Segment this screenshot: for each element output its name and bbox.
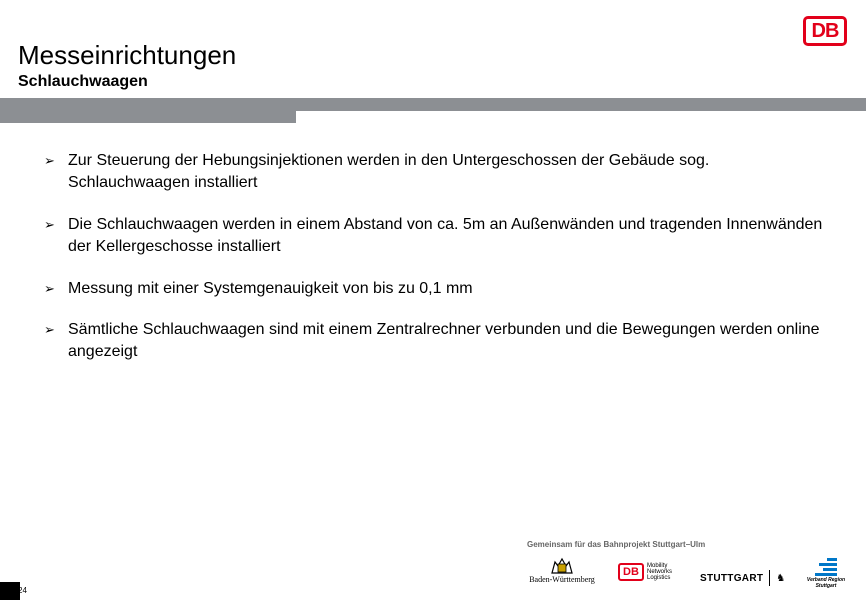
header-bar-right	[296, 98, 866, 111]
baden-wuerttemberg-logo	[526, 556, 598, 584]
vrs-label	[807, 577, 845, 589]
bullet-text: Die Schlauchwaagen werden in einem Abstand von ca. 5m an Außenwänden und tragenden Innenwänden der Kellergeschosse installiert	[68, 216, 823, 255]
db-line-2: Networks	[647, 569, 673, 575]
bullet-item	[44, 150, 834, 194]
vrs-emblem-icon	[813, 557, 839, 577]
slide-title: Messeinrichtungen	[18, 40, 237, 70]
bullet-text: Messung mit einer Systemgenauigkeit von bis zu 0,1 mm	[68, 280, 473, 297]
footer-caption: Gemeinsam für das Bahnprojekt Stuttgart–Ulm	[527, 540, 706, 549]
mini-db-logo	[618, 563, 644, 581]
page-number-box	[0, 582, 20, 600]
bullet-text: Sämtliche Schlauchwaagen sind mit einem Zentralrechner verbunden und die Bewegungen werden online angezeigt	[68, 321, 820, 360]
vrs-line-1: Verband Region	[806, 577, 846, 583]
db-logo-text: DB	[811, 20, 839, 42]
bullet-text: Zur Steuerung der Hebungsinjektionen werden in den Untergeschossen der Gebäude sog. Schlauchwaagen installiert	[68, 152, 710, 191]
db-logo	[803, 16, 847, 46]
divider	[769, 570, 770, 586]
vrs-line-2: Stuttgart	[815, 583, 837, 589]
db-line-1: Mobility	[647, 563, 668, 569]
stuttgart-logo	[700, 570, 785, 586]
verband-region-logo	[798, 557, 854, 589]
bw-label: Baden-Württemberg	[529, 575, 595, 584]
crest-icon	[549, 556, 575, 574]
stuttgart-label: STUTTGART	[700, 572, 764, 584]
slide-subtitle: Schlauchwaagen	[18, 73, 148, 90]
arrow-bullet-icon: ➢	[44, 217, 55, 232]
header-bar-left	[0, 98, 296, 123]
arrow-bullet-icon: ➢	[44, 322, 55, 337]
arrow-bullet-icon: ➢	[44, 153, 55, 168]
bullet-list	[44, 150, 834, 383]
mini-db-text: DB	[623, 565, 639, 578]
db-mobility-logo	[618, 563, 672, 581]
bullet-item	[44, 278, 834, 300]
db-line-3: Logistics	[647, 575, 671, 581]
bullet-item	[44, 319, 834, 363]
horse-icon: ♞	[776, 572, 786, 584]
bullet-item	[44, 214, 834, 258]
arrow-bullet-icon: ➢	[44, 281, 55, 296]
page-number: 24	[18, 586, 27, 595]
db-mobility-text	[647, 563, 672, 581]
